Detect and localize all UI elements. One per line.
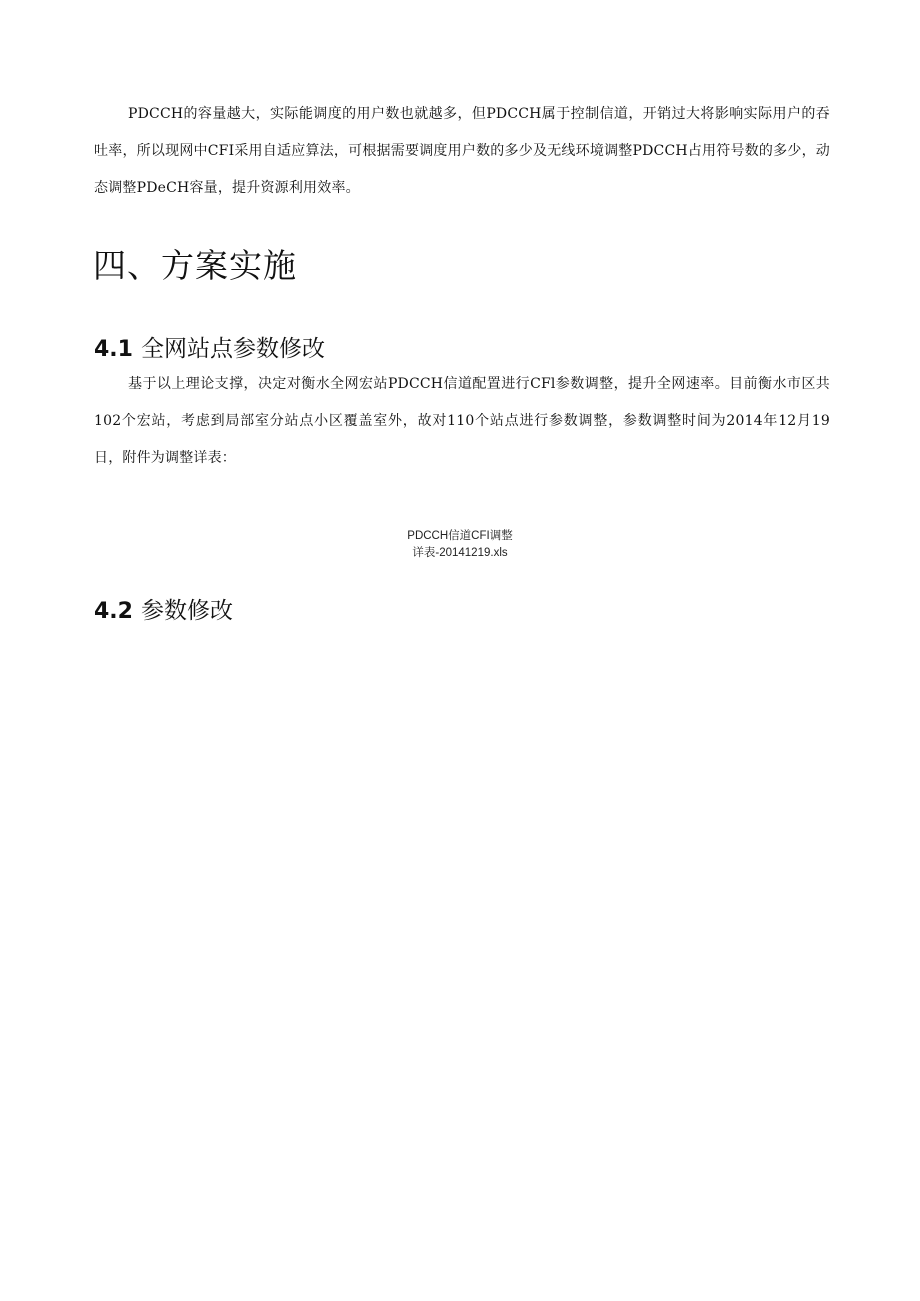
attachment-name-line1: PDCCH信道CFI调整 (407, 530, 513, 542)
paragraph-pdcch-capacity: PDCCH的容量越大，实际能调度的用户数也就越多，但PDCCH属于控制信道，开销过大将影响实际用户的吞吐率，所以现网中CFI采用自适应算法，可根据需要调度用户数的多少及无线环境调整PDCCH占用符号数的多少，动态调整PDeCH容量，提升资源利用效率。 (94, 106, 830, 196)
attachment-name-line2: 详表-20141219.xls (412, 547, 508, 559)
section-heading-4: 四、方案实施 (93, 246, 297, 285)
subsection-title: 全网站点参数修改 (141, 336, 325, 362)
paragraph-parameter-adjustment: 基于以上理论支撑，决定对衡水全网宏站PDCCH信道配置进行CFl参数调整，提升全网速率。目前衡水市区共102个宏站，考虑到局部室分站点小区覆盖室外，故对110个站点进行参数调整，参数调整时间为2014年12月19日，附件为调整详表： (94, 376, 830, 466)
subsection-heading-4-1 (94, 330, 325, 363)
attachment-file-link[interactable] (360, 528, 560, 562)
subsection-number: 4.1 (94, 337, 133, 362)
subsection-number: 4.2 (94, 599, 133, 624)
subsection-heading-4-2 (94, 592, 233, 625)
subsection-title: 参数修改 (141, 598, 233, 624)
